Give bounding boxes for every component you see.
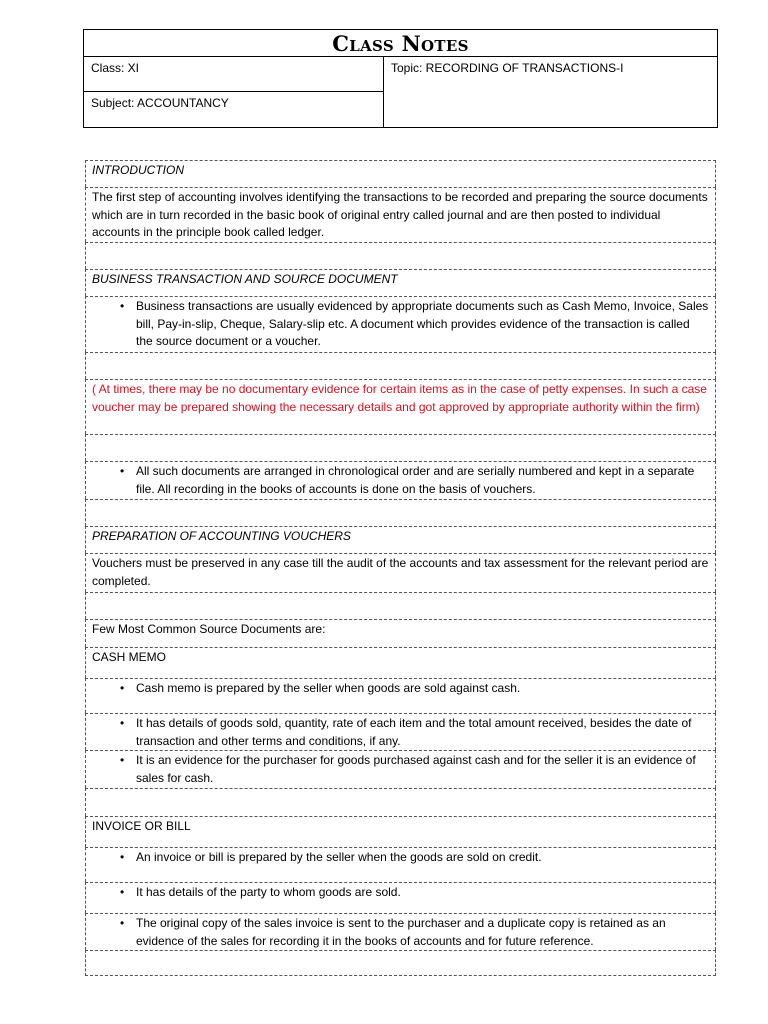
preparation-text: Vouchers must be preserved in any case till the audit of the accounts and tax assessment for the relevant period are completed. xyxy=(85,553,716,592)
introduction-text: The first step of accounting involves identifying the transactions to be recorded and preparing the source documents which are in turn recorded in the basic book of original entry called journal and are then posted to individual accounts in the principle book called ledger. xyxy=(85,187,716,242)
blank-row xyxy=(85,788,716,816)
topic-field: Topic: RECORDING OF TRANSACTIONS-I xyxy=(391,61,624,75)
invoice-heading: INVOICE OR BILL xyxy=(85,816,716,847)
cash-memo-bullet: • It has details of goods sold, quantity, rate of each item and the total amount received, besides the date of transaction and other terms and conditions, if any. xyxy=(92,715,709,750)
cash-memo-bullet: • It is an evidence for the purchaser for goods purchased against cash and for the seller it is an evidence of sales for cash. xyxy=(92,752,709,787)
cash-memo-bullet: • Cash memo is prepared by the seller when goods are sold against cash. xyxy=(92,680,709,698)
cash-memo-row xyxy=(85,750,716,788)
blank-row xyxy=(85,592,716,619)
business-heading: BUSINESS TRANSACTION AND SOURCE DOCUMENT xyxy=(85,269,716,296)
preparation-heading: PREPARATION OF ACCOUNTING VOUCHERS xyxy=(85,526,716,553)
invoice-bullet: • An invoice or bill is prepared by the seller when the goods are sold on credit. xyxy=(92,849,709,867)
introduction-heading: INTRODUCTION xyxy=(85,160,716,187)
blank-row xyxy=(85,434,716,461)
invoice-row xyxy=(85,882,716,913)
cash-memo-heading: CASH MEMO xyxy=(85,647,716,678)
arranged-bullet: • All such documents are arranged in chronological order and are serially numbered and kept in a separate file. All recording in the books of accounts is done on the basis of vouchers. xyxy=(92,463,709,498)
common-docs: Few Most Common Source Documents are: xyxy=(85,619,716,647)
business-bullet: • Business transactions are usually evidenced by appropriate documents such as Cash Memo, Invoice, Sales bill, Pay-in-slip, Cheque, Salary-slip etc. A document which provides evidence of the transaction is called the source document or a voucher. xyxy=(92,298,709,351)
blank-row xyxy=(85,950,716,976)
blank-row xyxy=(85,352,716,379)
subject-field: Subject: ACCOUNTANCY xyxy=(84,92,384,128)
header-box xyxy=(83,29,718,128)
business-row xyxy=(85,296,716,352)
blank-row xyxy=(85,242,716,269)
invoice-bullet: • The original copy of the sales invoice is sent to the purchaser and a duplicate copy is retained as an evidence of the sales for recording it in the books of accounts and for future reference. xyxy=(92,915,709,950)
invoice-row xyxy=(85,847,716,882)
invoice-row xyxy=(85,913,716,950)
cash-memo-row xyxy=(85,678,716,713)
note-red: ( At times, there may be no documentary evidence for certain items as in the case of petty expenses. In such a case voucher may be prepared showing the necessary details and got approved by appropriate authority within the firm) xyxy=(85,379,716,434)
class-field: Class: XI xyxy=(84,57,384,92)
page-title: Class Notes xyxy=(84,30,717,57)
arranged-row xyxy=(85,461,716,499)
cash-memo-row xyxy=(85,713,716,750)
blank-row xyxy=(85,499,716,526)
invoice-bullet: • It has details of the party to whom goods are sold. xyxy=(92,884,709,902)
